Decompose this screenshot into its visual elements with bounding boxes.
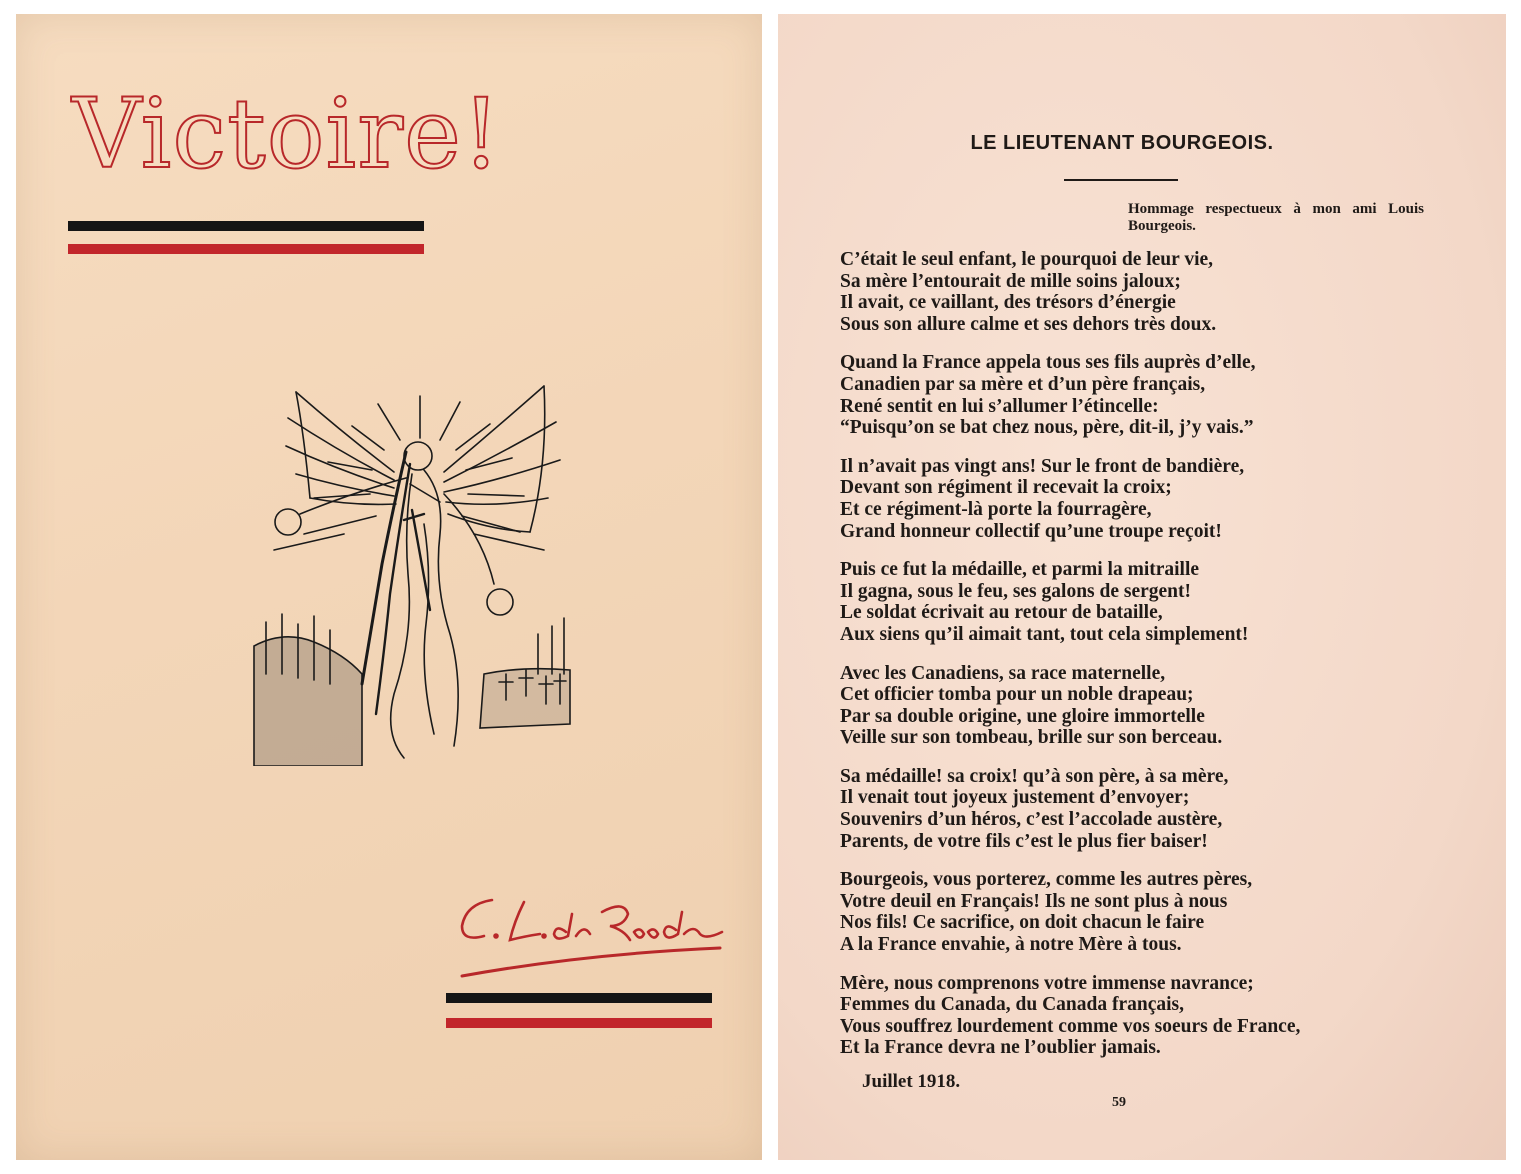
poem-body xyxy=(840,249,1490,1076)
cover-title: Victoire! xyxy=(72,78,502,190)
poem-line: Parents, de votre fils c’est le plus fier baiser! xyxy=(840,830,1208,852)
cover-bottom-red-bar xyxy=(446,1018,712,1028)
poem-line: Sa mère l’entourait de mille soins jaloux; xyxy=(840,270,1181,292)
stanza xyxy=(840,663,1490,749)
poem-line: Quand la France appela tous ses fils auprès d’elle, xyxy=(840,352,1256,374)
page-number: 59 xyxy=(1112,1095,1126,1110)
poem-dedication: Hommage respectueux à mon ami Louis Bourgeois. xyxy=(1128,201,1424,234)
poem-line: Cet officier tomba pour un noble drapeau; xyxy=(840,684,1194,706)
poem-line: Avec les Canadiens, sa race maternelle, xyxy=(840,662,1166,684)
poem-line: Il avait, ce vaillant, des trésors d’énergie xyxy=(840,292,1176,314)
poem-line: Il gagna, sous le feu, ses galons de sergent! xyxy=(840,580,1192,602)
author-signature xyxy=(444,888,744,988)
poem-line: Grand honneur collectif qu’une troupe reçoit! xyxy=(840,520,1222,542)
poem-page xyxy=(778,14,1506,1160)
poem-line: Devant son régiment il recevait la croix; xyxy=(840,477,1172,499)
poem-line: Sa médaille! sa croix! qu’à son père, à sa mère, xyxy=(840,765,1229,787)
poem-line: Vous souffrez lourdement comme vos soeurs de France, xyxy=(840,1015,1301,1037)
poem-line: Nos fils! Ce sacrifice, on doit chacun le faire xyxy=(840,912,1205,934)
poem-line: Il n’avait pas vingt ans! Sur le front de bandière, xyxy=(840,455,1245,477)
book-cover xyxy=(16,14,762,1160)
poem-line: Votre deuil en Français! Ils ne sont plus à nous xyxy=(840,890,1228,912)
poem-line: Souvenirs d’un héros, c’est l’accolade austère, xyxy=(840,809,1223,831)
stanza xyxy=(840,249,1490,335)
poem-line: C’était le seul enfant, le pourquoi de leur vie, xyxy=(840,249,1214,270)
stanza xyxy=(840,559,1490,645)
poem-line: Par sa double origine, une gloire immortelle xyxy=(840,705,1205,727)
poem-line: Il venait tout joyeux justement d’envoyer; xyxy=(840,787,1190,809)
winged-victory-illustration xyxy=(244,374,572,766)
poem-line: Et la France devra ne l’oublier jamais. xyxy=(840,1037,1161,1059)
stanza xyxy=(840,352,1490,438)
cover-top-red-bar xyxy=(68,244,424,254)
stanza xyxy=(840,766,1490,852)
poem-line: Veille sur son tombeau, brille sur son berceau. xyxy=(840,727,1223,749)
stanza xyxy=(840,456,1490,542)
poem-line: Canadien par sa mère et d’un père français, xyxy=(840,373,1206,395)
poem-line: Aux siens qu’il aimait tant, tout cela simplement! xyxy=(840,623,1249,645)
title-rule xyxy=(1064,179,1178,181)
cover-bottom-black-bar xyxy=(446,993,712,1003)
stanza xyxy=(840,869,1490,955)
poem-date: Juillet 1918. xyxy=(862,1071,961,1092)
poem-line: “Puisqu’on se bat chez nous, père, dit-il, j’y vais.” xyxy=(840,417,1254,439)
poem-line: Bourgeois, vous porterez, comme les autres pères, xyxy=(840,869,1253,891)
stanza xyxy=(840,973,1490,1059)
poem-line: Et ce régiment-là porte la fourragère, xyxy=(840,498,1152,520)
poem-line: Le soldat écrivait au retour de bataille, xyxy=(840,602,1163,624)
poem-title: LE LIEUTENANT BOURGEOIS. xyxy=(970,132,1274,154)
poem-line: René sentit en lui s’allumer l’étincelle: xyxy=(840,395,1159,417)
poem-line: Mère, nous comprenons votre immense navrance; xyxy=(840,972,1254,994)
cover-top-black-bar xyxy=(68,221,424,231)
poem-line: Femmes du Canada, du Canada français, xyxy=(840,994,1185,1016)
poem-line: Puis ce fut la médaille, et parmi la mitraille xyxy=(840,559,1200,581)
poem-line: Sous son allure calme et ses dehors très doux. xyxy=(840,313,1217,335)
poem-line: A la France envahie, à notre Mère à tous. xyxy=(840,934,1182,956)
